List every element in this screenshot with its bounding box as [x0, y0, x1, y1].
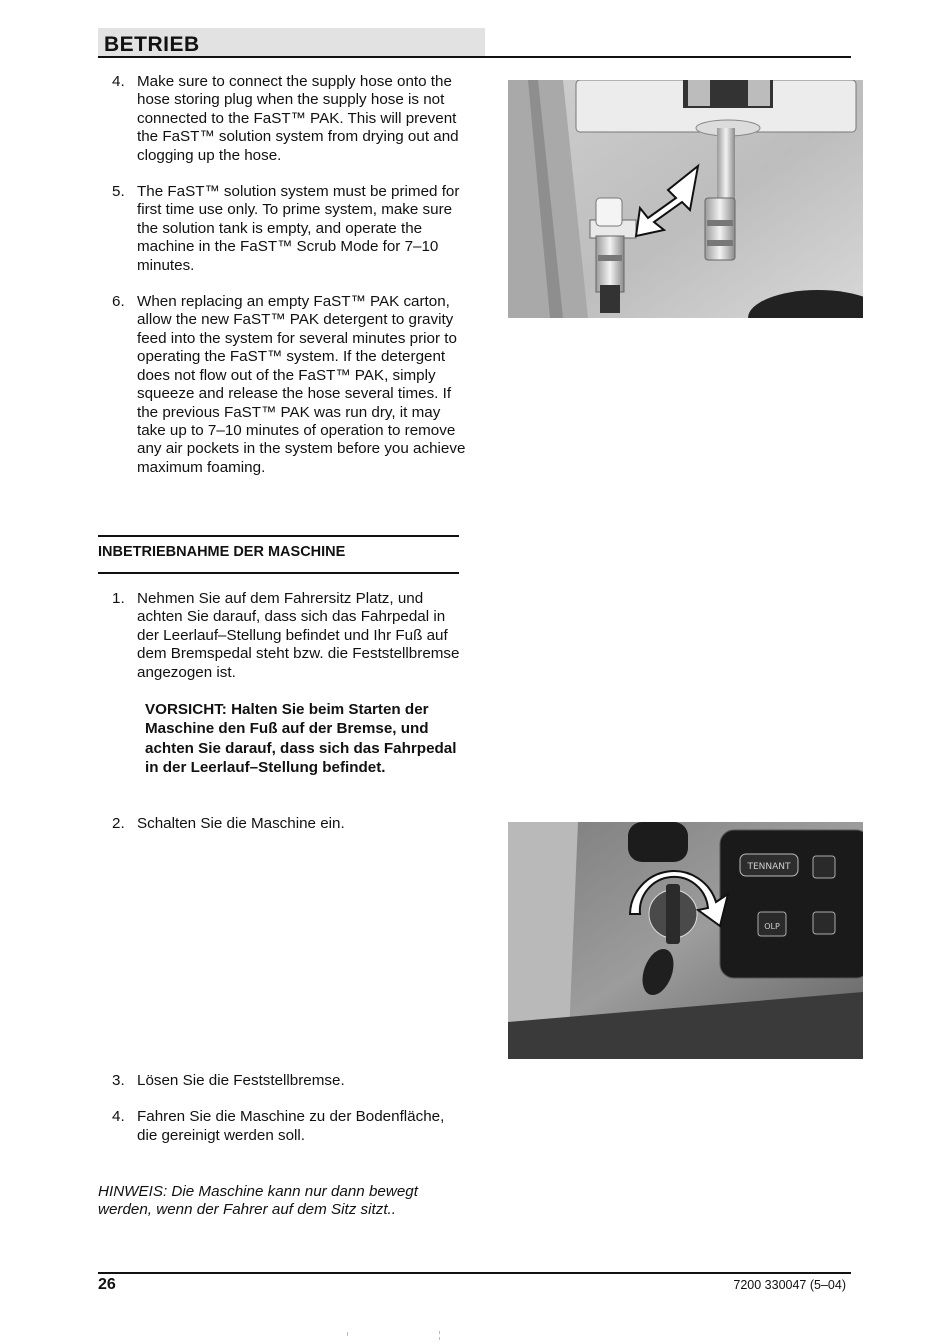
list-item-number: 1.	[112, 590, 125, 607]
list-item	[98, 815, 468, 833]
list-item-text: Nehmen Sie auf dem Fahrersitz Platz, und achten Sie darauf, dass sich das Fahrpedal in der Leerlauf–Stellung befindet und Ihr Fuß auf dem Bremspedal steht bzw. die Feststellbremse angezogen ist.	[137, 590, 460, 681]
list-item-number: 5.	[112, 183, 125, 201]
scan-specks	[345, 1330, 445, 1342]
section-rule-top	[98, 535, 459, 537]
section-heading: INBETRIEBNAHME DER MASCHINE	[98, 544, 346, 560]
list-item-text: Lösen Sie die Feststellbremse.	[137, 1072, 345, 1089]
list-item-text: The FaST™ solution system must be primed for first time use only. To prime system, make sure the solution tank is empty, and operate the machine in the FaST™ Scrub Mode for 7–10 minutes.	[137, 183, 460, 274]
ignition-key-illustration	[508, 822, 863, 1059]
fast-instructions-list	[98, 73, 468, 477]
list-item-text: When replacing an empty FaST™ PAK carton, allow the new FaST™ PAK detergent to gravity feed into the system for several minutes prior to operating the FaST™ system. If the detergent does not flow out of the FaST™ PAK, simply squeeze and release the hose several times. If the previous FaST™ PAK was run dry, it may take up to 7–10 minutes of operation to remove any air pockets in the system before you achieve maximum foaming.	[137, 293, 466, 476]
hose-plug-illustration	[508, 80, 863, 318]
footer-divider	[98, 1272, 851, 1274]
list-item-number: 4.	[112, 1108, 125, 1126]
list-item-number: 2.	[112, 815, 125, 832]
list-item	[98, 183, 468, 275]
ignition-key-photo	[508, 822, 863, 1059]
start-instructions-list-3	[98, 1072, 468, 1145]
list-item	[98, 293, 468, 477]
panel-button-label: OLP	[764, 922, 780, 931]
list-item	[98, 73, 468, 165]
section-rule-bottom	[98, 572, 459, 574]
header-divider	[98, 56, 851, 58]
hose-plug-photo	[508, 80, 863, 318]
list-item-text: Make sure to connect the supply hose onto the hose storing plug when the supply hose is not connected to the FaST™ PAK. This will prevent the FaST™ solution system from drying out and clogging up the hose.	[137, 73, 459, 164]
caution-text: VORSICHT: Halten Sie beim Starten der Maschine den Fuß auf der Bremse, und achten Sie darauf, dass sich das Fahrpedal in der Leerlauf–Stellung befindet.	[145, 701, 457, 777]
page-number: 26	[98, 1276, 116, 1293]
list-item-number: 6.	[112, 293, 125, 311]
list-item	[98, 590, 468, 682]
page-title: BETRIEB	[104, 33, 200, 56]
list-item	[98, 1108, 468, 1145]
note-text: HINWEIS: Die Maschine kann nur dann bewegt werden, wenn der Fahrer auf dem Sitz sitzt..	[98, 1183, 418, 1219]
list-item-number: 4.	[112, 73, 125, 90]
list-item	[98, 1072, 468, 1090]
list-item-text: Schalten Sie die Maschine ein.	[137, 815, 345, 832]
document-code: 7200 330047 (5–04)	[733, 1278, 846, 1292]
start-instructions-list-2	[98, 815, 468, 833]
panel-logo-text: TENNANT	[747, 862, 791, 872]
list-item-text: Fahren Sie die Maschine zu der Bodenfläche, die gereinigt werden soll.	[137, 1108, 445, 1144]
list-item-number: 3.	[112, 1072, 125, 1089]
start-instructions-list	[98, 590, 468, 682]
